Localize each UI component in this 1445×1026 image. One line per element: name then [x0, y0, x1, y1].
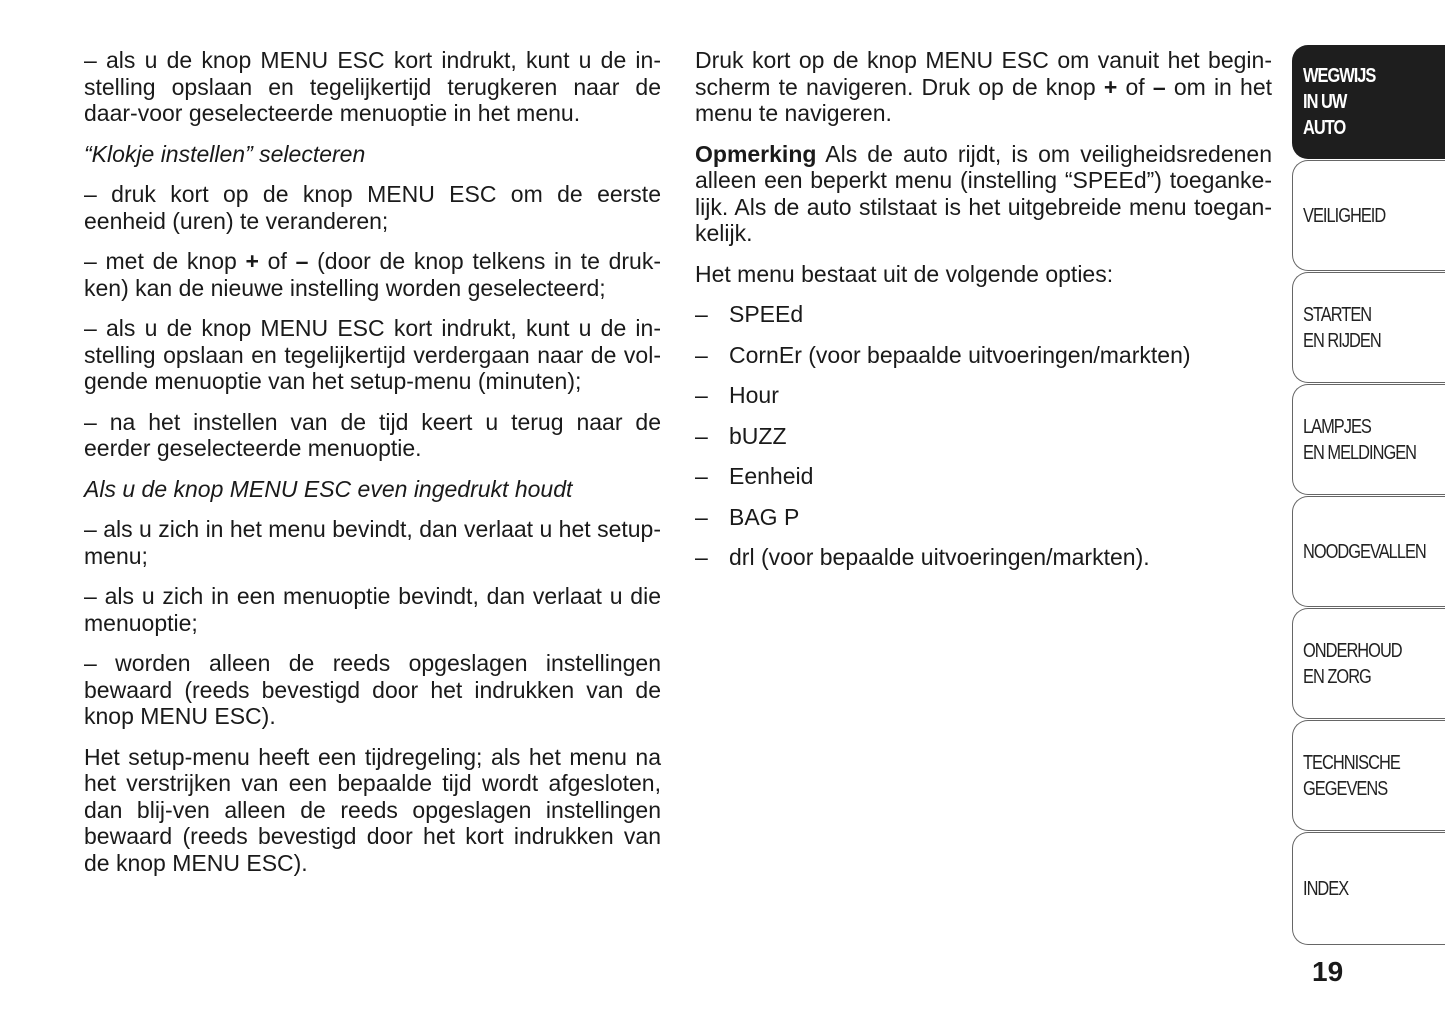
- note-label: Opmerking: [695, 140, 817, 167]
- list-dash: –: [695, 301, 708, 327]
- paragraph-navigate-intro: Druk kort op de knop MENU ESC om vanuit het begin-scherm te navigeren. Druk op de knop + of – om in het menu te navigeren.: [695, 47, 1273, 126]
- tab-label: INDEX: [1303, 877, 1349, 900]
- list-item: [695, 382, 1272, 409]
- left-column: [84, 47, 661, 890]
- tab-label: WEGWIJS IN UW AUTO: [1303, 65, 1376, 139]
- paragraph-timeout: Het setup-menu heeft een tijdregeling; als het menu na het verstrijken van een bepaalde tijd wordt afgesloten, dan blij-ven alleen de reeds opgeslagen instellingen bewaard (reeds bevestigd door het kort indrukken van de knop MENU ESC).: [84, 743, 661, 876]
- list-dash: –: [695, 382, 708, 408]
- list-item: [695, 463, 1272, 490]
- paragraph-store-and-return: – als u de knop MENU ESC kort indrukt, kunt u de in-stelling opslaan en tegelijkertijd terugkeren naar de daar-voor geselecteerde menuoptie in het menu.: [84, 47, 661, 126]
- paragraph-note: [695, 141, 1272, 247]
- list-dash: –: [695, 341, 708, 368]
- minus-symbol: –: [1152, 73, 1166, 100]
- list-dash: –: [695, 544, 708, 570]
- tab-label: VEILIGHEID: [1303, 204, 1386, 227]
- paragraph-exit-option: – als u zich in een menuoptie bevindt, dan verlaat u die menuoptie;: [84, 583, 661, 636]
- list-dash: –: [695, 422, 708, 449]
- tab-label: STARTEN EN RIJDEN: [1303, 303, 1381, 352]
- tab-lampjes-en-meldingen[interactable]: [1292, 384, 1445, 495]
- paragraph-exit-menu: – als u zich in het menu bevindt, dan verlaat u het setup-menu;: [84, 516, 661, 569]
- list-dash: –: [695, 463, 708, 489]
- list-item-label: drl (voor bepaalde uitvoeringen/markten).: [729, 544, 1150, 570]
- tab-label: ONDERHOUD EN ZORG: [1303, 639, 1402, 688]
- list-item-label: SPEEd: [729, 301, 804, 327]
- tab-onderhoud-en-zorg[interactable]: [1292, 608, 1445, 719]
- list-item: [695, 544, 1272, 571]
- list-item-label: bUZZ: [729, 422, 787, 449]
- minus-symbol: –: [295, 248, 309, 274]
- right-column: [695, 47, 1272, 585]
- plus-symbol: +: [245, 248, 259, 274]
- tab-veiligheid[interactable]: [1292, 160, 1445, 271]
- paragraph-store-and-continue: – als u de knop MENU ESC kort indrukt, kunt u de in-stelling opslaan en tegelijkertijd verdergaan naar de vol-gende menuoptie van het setup-menu (minuten);: [84, 315, 661, 394]
- subheading-hold-button: Als u de knop MENU ESC even ingedrukt houdt: [84, 475, 573, 502]
- note-text: Als de auto rijdt, is om veiligheidsredenen alleen een beperkt menu (instelling “SPEEd”) toeganke-lijk. Als de auto stilstaat is het uitgebreide menu toegan-kelijk.: [695, 140, 1272, 246]
- list-item-label: BAG P: [729, 503, 800, 530]
- list-item: [695, 504, 1272, 531]
- tab-technische-gegevens[interactable]: [1292, 720, 1445, 831]
- tab-label: LAMPJES EN MELDINGEN: [1303, 415, 1417, 464]
- tab-label: NOODGEVALLEN: [1303, 540, 1426, 563]
- tab-index[interactable]: [1292, 832, 1445, 945]
- menu-options-list: [695, 301, 1272, 571]
- paragraph-change-hours: – druk kort op de knop MENU ESC om de eerste eenheid (uren) te veranderen;: [84, 181, 661, 234]
- paragraph-after-setting: – na het instellen van de tijd keert u terug naar de eerder geselecteerde menuoptie.: [84, 408, 661, 461]
- list-item-label: Hour: [729, 382, 779, 408]
- list-item: [695, 301, 1272, 328]
- paragraph-menu-intro: Het menu bestaat uit de volgende opties:: [695, 260, 1114, 287]
- paragraph-plus-minus: – met de knop + of – (door de knop telkens in te druk-ken) kan de nieuwe instelling worden geselecteerd;: [84, 248, 661, 301]
- tab-label: TECHNISCHE GEGEVENS: [1303, 751, 1400, 800]
- plus-symbol: +: [1103, 73, 1118, 100]
- list-item: [695, 342, 1272, 369]
- list-item-label: Eenheid: [729, 463, 814, 489]
- list-item: [695, 423, 1272, 450]
- paragraph-stored-settings: – worden alleen de reeds opgeslagen instellingen bewaard (reeds bevestigd door het indrukken van de knop MENU ESC).: [84, 650, 661, 729]
- page-number: 19: [1312, 956, 1344, 987]
- list-item-label: CornEr (voor bepaalde uitvoeringen/markten): [729, 341, 1191, 368]
- tab-noodgevallen[interactable]: [1292, 496, 1445, 607]
- list-dash: –: [695, 503, 708, 530]
- subheading-set-clock: “Klokje instellen” selecteren: [84, 140, 366, 167]
- tab-starten-en-rijden[interactable]: [1292, 272, 1445, 383]
- tab-wegwijs[interactable]: [1292, 45, 1445, 159]
